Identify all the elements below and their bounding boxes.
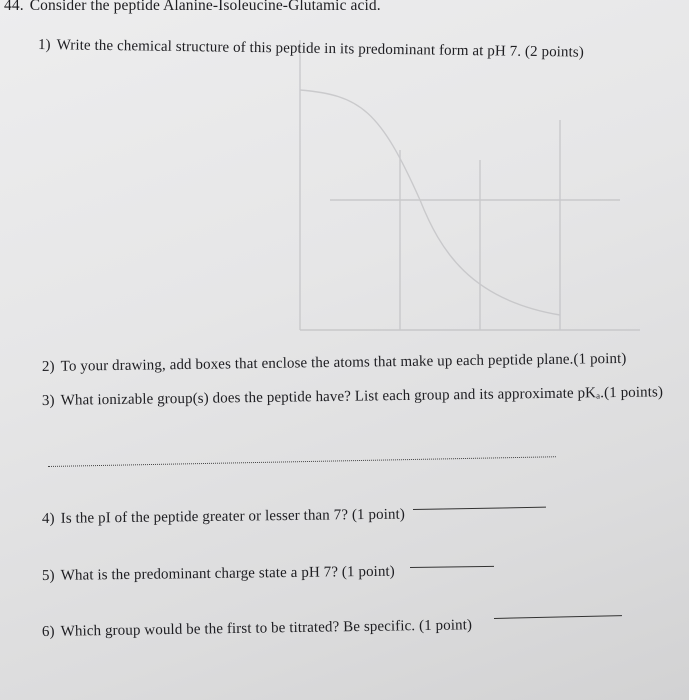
question-5 [42, 564, 395, 585]
question-3-answer-line[interactable] [48, 456, 556, 467]
question-6-label: 6) [41, 623, 55, 640]
question-1 [38, 37, 584, 62]
question-2-text: To your drawing, add boxes that enclose the atoms that make up each peptide plane.(1 point) [60, 350, 627, 375]
question-6-text: Which group would be the first to be titrated? Be specific. (1 point) [60, 617, 473, 640]
intro-text: Consider the peptide Alanine-Isoleucine-Glutamic acid. [29, 0, 381, 14]
question-4 [42, 507, 405, 528]
question-4-answer-line[interactable] [413, 507, 546, 510]
question-5-label: 5) [41, 567, 55, 584]
question-3-text: What ionizable group(s) does the peptide have? List each group and its approximate pKₐ.(1 points) [60, 384, 664, 409]
question-3 [42, 384, 663, 410]
question-number: 44. [4, 0, 24, 14]
question-5-text: What is the predominant charge state a pH 7? (1 point) [60, 563, 395, 584]
structure-drawing-area[interactable] [40, 70, 640, 345]
question-2-label: 2) [41, 358, 55, 375]
question-4-label: 4) [41, 510, 55, 527]
question-2 [42, 351, 627, 376]
question-44-header [4, 0, 381, 15]
question-3-label: 3) [41, 392, 55, 409]
question-1-label: 1) [37, 37, 51, 54]
question-6 [42, 617, 472, 641]
question-4-text: Is the pI of the peptide greater or lesser than 7? (1 point) [60, 506, 405, 527]
question-1-text: Write the chemical structure of this peptide in its predominant form at pH 7. (2 points) [56, 37, 585, 61]
question-6-answer-line[interactable] [494, 615, 622, 619]
question-5-answer-line[interactable] [410, 566, 494, 568]
